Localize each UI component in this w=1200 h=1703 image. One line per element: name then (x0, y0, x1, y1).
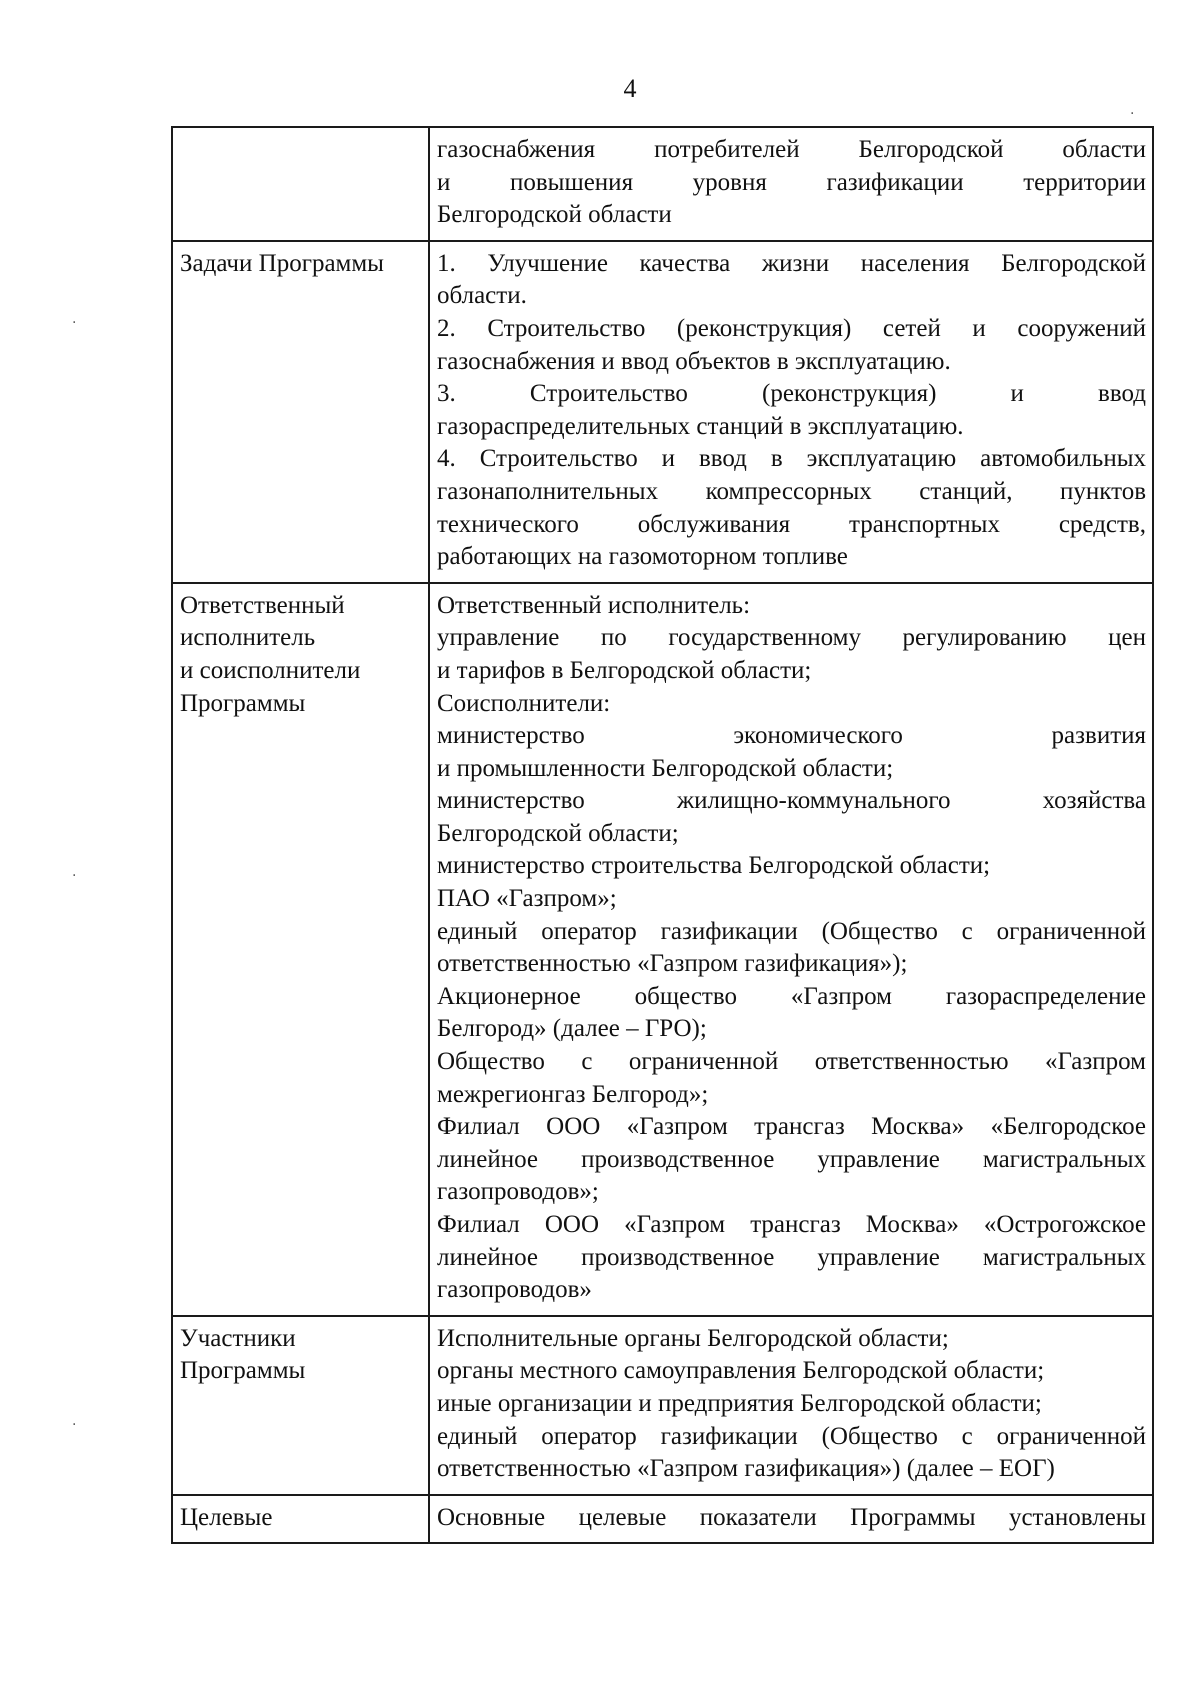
row-label-line: и соисполнители (180, 656, 361, 684)
scan-speck: · (72, 868, 77, 884)
row-content-line: технического обслуживания транспортных средств, (437, 510, 1146, 538)
scan-speck: · (72, 315, 77, 331)
table-row (172, 1316, 1153, 1495)
row-content-cell (429, 583, 1153, 1316)
row-label-line: Участники (180, 1324, 296, 1352)
row-content-line: работающих на газомоторном топливе (437, 543, 848, 571)
row-content-cell (429, 127, 1153, 241)
row-content-cell (429, 241, 1153, 583)
scan-speck: · (72, 1417, 77, 1433)
row-content-line: ответственностью «Газпром газификация»); (437, 950, 908, 978)
row-content-line: Общество с ограниченной ответственностью «Газпром (437, 1048, 1146, 1076)
row-label-cell (172, 583, 429, 1316)
row-label-cell (172, 1495, 429, 1544)
row-label-cell (172, 1316, 429, 1495)
row-content-line: иные организации и предприятия Белгородской области; (437, 1389, 1042, 1417)
row-content-line: 1. Улучшение качества жизни населения Белгородской (437, 249, 1146, 277)
row-label-line: Программы (180, 1357, 306, 1385)
row-content-line: межрегионгаз Белгород»; (437, 1080, 709, 1108)
row-content-line: Филиал ООО «Газпром трансгаз Москва» «Белгородское (437, 1113, 1146, 1141)
row-content-line: министерство экономического развития (437, 722, 1146, 750)
row-content-line: газопроводов»; (437, 1178, 599, 1206)
row-content-line: газонаполнительных компрессорных станций, пунктов (437, 477, 1146, 505)
row-label-cell (172, 127, 429, 241)
row-content-line: управление по государственному регулированию цен (437, 624, 1146, 652)
table-row (172, 583, 1153, 1316)
row-content-line: линейное производственное управление магистральных (437, 1243, 1146, 1271)
row-content-line: министерство строительства Белгородской области; (437, 852, 991, 880)
table-row (172, 1495, 1153, 1544)
row-content-line: Соисполнители: (437, 689, 611, 717)
row-content-line: Белгородской области (437, 201, 672, 229)
row-content-line: Ответственный исполнитель: (437, 591, 751, 619)
row-content-line: Исполнительные органы Белгородской области; (437, 1324, 949, 1352)
table-row (172, 241, 1153, 583)
row-content-cell (429, 1316, 1153, 1495)
row-label-line: Целевые (180, 1503, 273, 1531)
scan-speck: · (1130, 106, 1135, 122)
row-content-line: Белгородской области; (437, 819, 679, 847)
row-content-line: единый оператор газификации (Общество с ограниченной (437, 1422, 1146, 1450)
row-label-line: исполнитель (180, 624, 316, 652)
row-content-cell (429, 1495, 1153, 1544)
row-content-line: 2. Строительство (реконструкция) сетей и сооружений (437, 314, 1146, 342)
row-label-line: Программы (180, 689, 306, 717)
row-content-line: и промышленности Белгородской области; (437, 754, 894, 782)
row-content-line: Белгород» (далее – ГРО); (437, 1015, 707, 1043)
row-content-line: газопроводов» (437, 1276, 592, 1304)
row-content-line: Акционерное общество «Газпром газораспределение (437, 982, 1146, 1010)
row-content-line: 4. Строительство и ввод в эксплуатацию автомобильных (437, 445, 1146, 473)
row-content-line: 3. Строительство (реконструкция) и ввод (437, 380, 1146, 408)
row-content-line: газораспределительных станций в эксплуатацию. (437, 412, 964, 440)
row-content-line: и тарифов в Белгородской области; (437, 656, 812, 684)
row-content-line: органы местного самоуправления Белгородской области; (437, 1357, 1045, 1385)
row-content-line: единый оператор газификации (Общество с ограниченной (437, 917, 1146, 945)
page-number: 4 (623, 74, 637, 103)
row-content-line: и повышения уровня газификации территории (437, 168, 1146, 196)
row-content-line: ПАО «Газпром»; (437, 885, 617, 913)
row-content-line: Филиал ООО «Газпром трансгаз Москва» «Острогожское (437, 1211, 1146, 1238)
row-label-cell (172, 241, 429, 583)
row-content-line: ответственностью «Газпром газификация») (далее – ЕОГ) (437, 1455, 1055, 1483)
row-label-line: Ответственный (180, 591, 345, 619)
table-body (172, 127, 1153, 1543)
row-content-line: министерство жилищно-коммунального хозяйства (437, 787, 1146, 815)
program-passport-table (171, 126, 1154, 1544)
row-content-line: области. (437, 282, 527, 310)
row-label-line: Задачи Программы (180, 249, 384, 277)
row-content-line: газоснабжения и ввод объектов в эксплуатацию. (437, 347, 951, 375)
row-content-line: газоснабжения потребителей Белгородской области (437, 136, 1146, 163)
row-content-line: линейное производственное управление магистральных (437, 1145, 1146, 1173)
row-content-line: Основные целевые показатели Программы установлены (437, 1503, 1146, 1531)
table-row (172, 127, 1153, 241)
